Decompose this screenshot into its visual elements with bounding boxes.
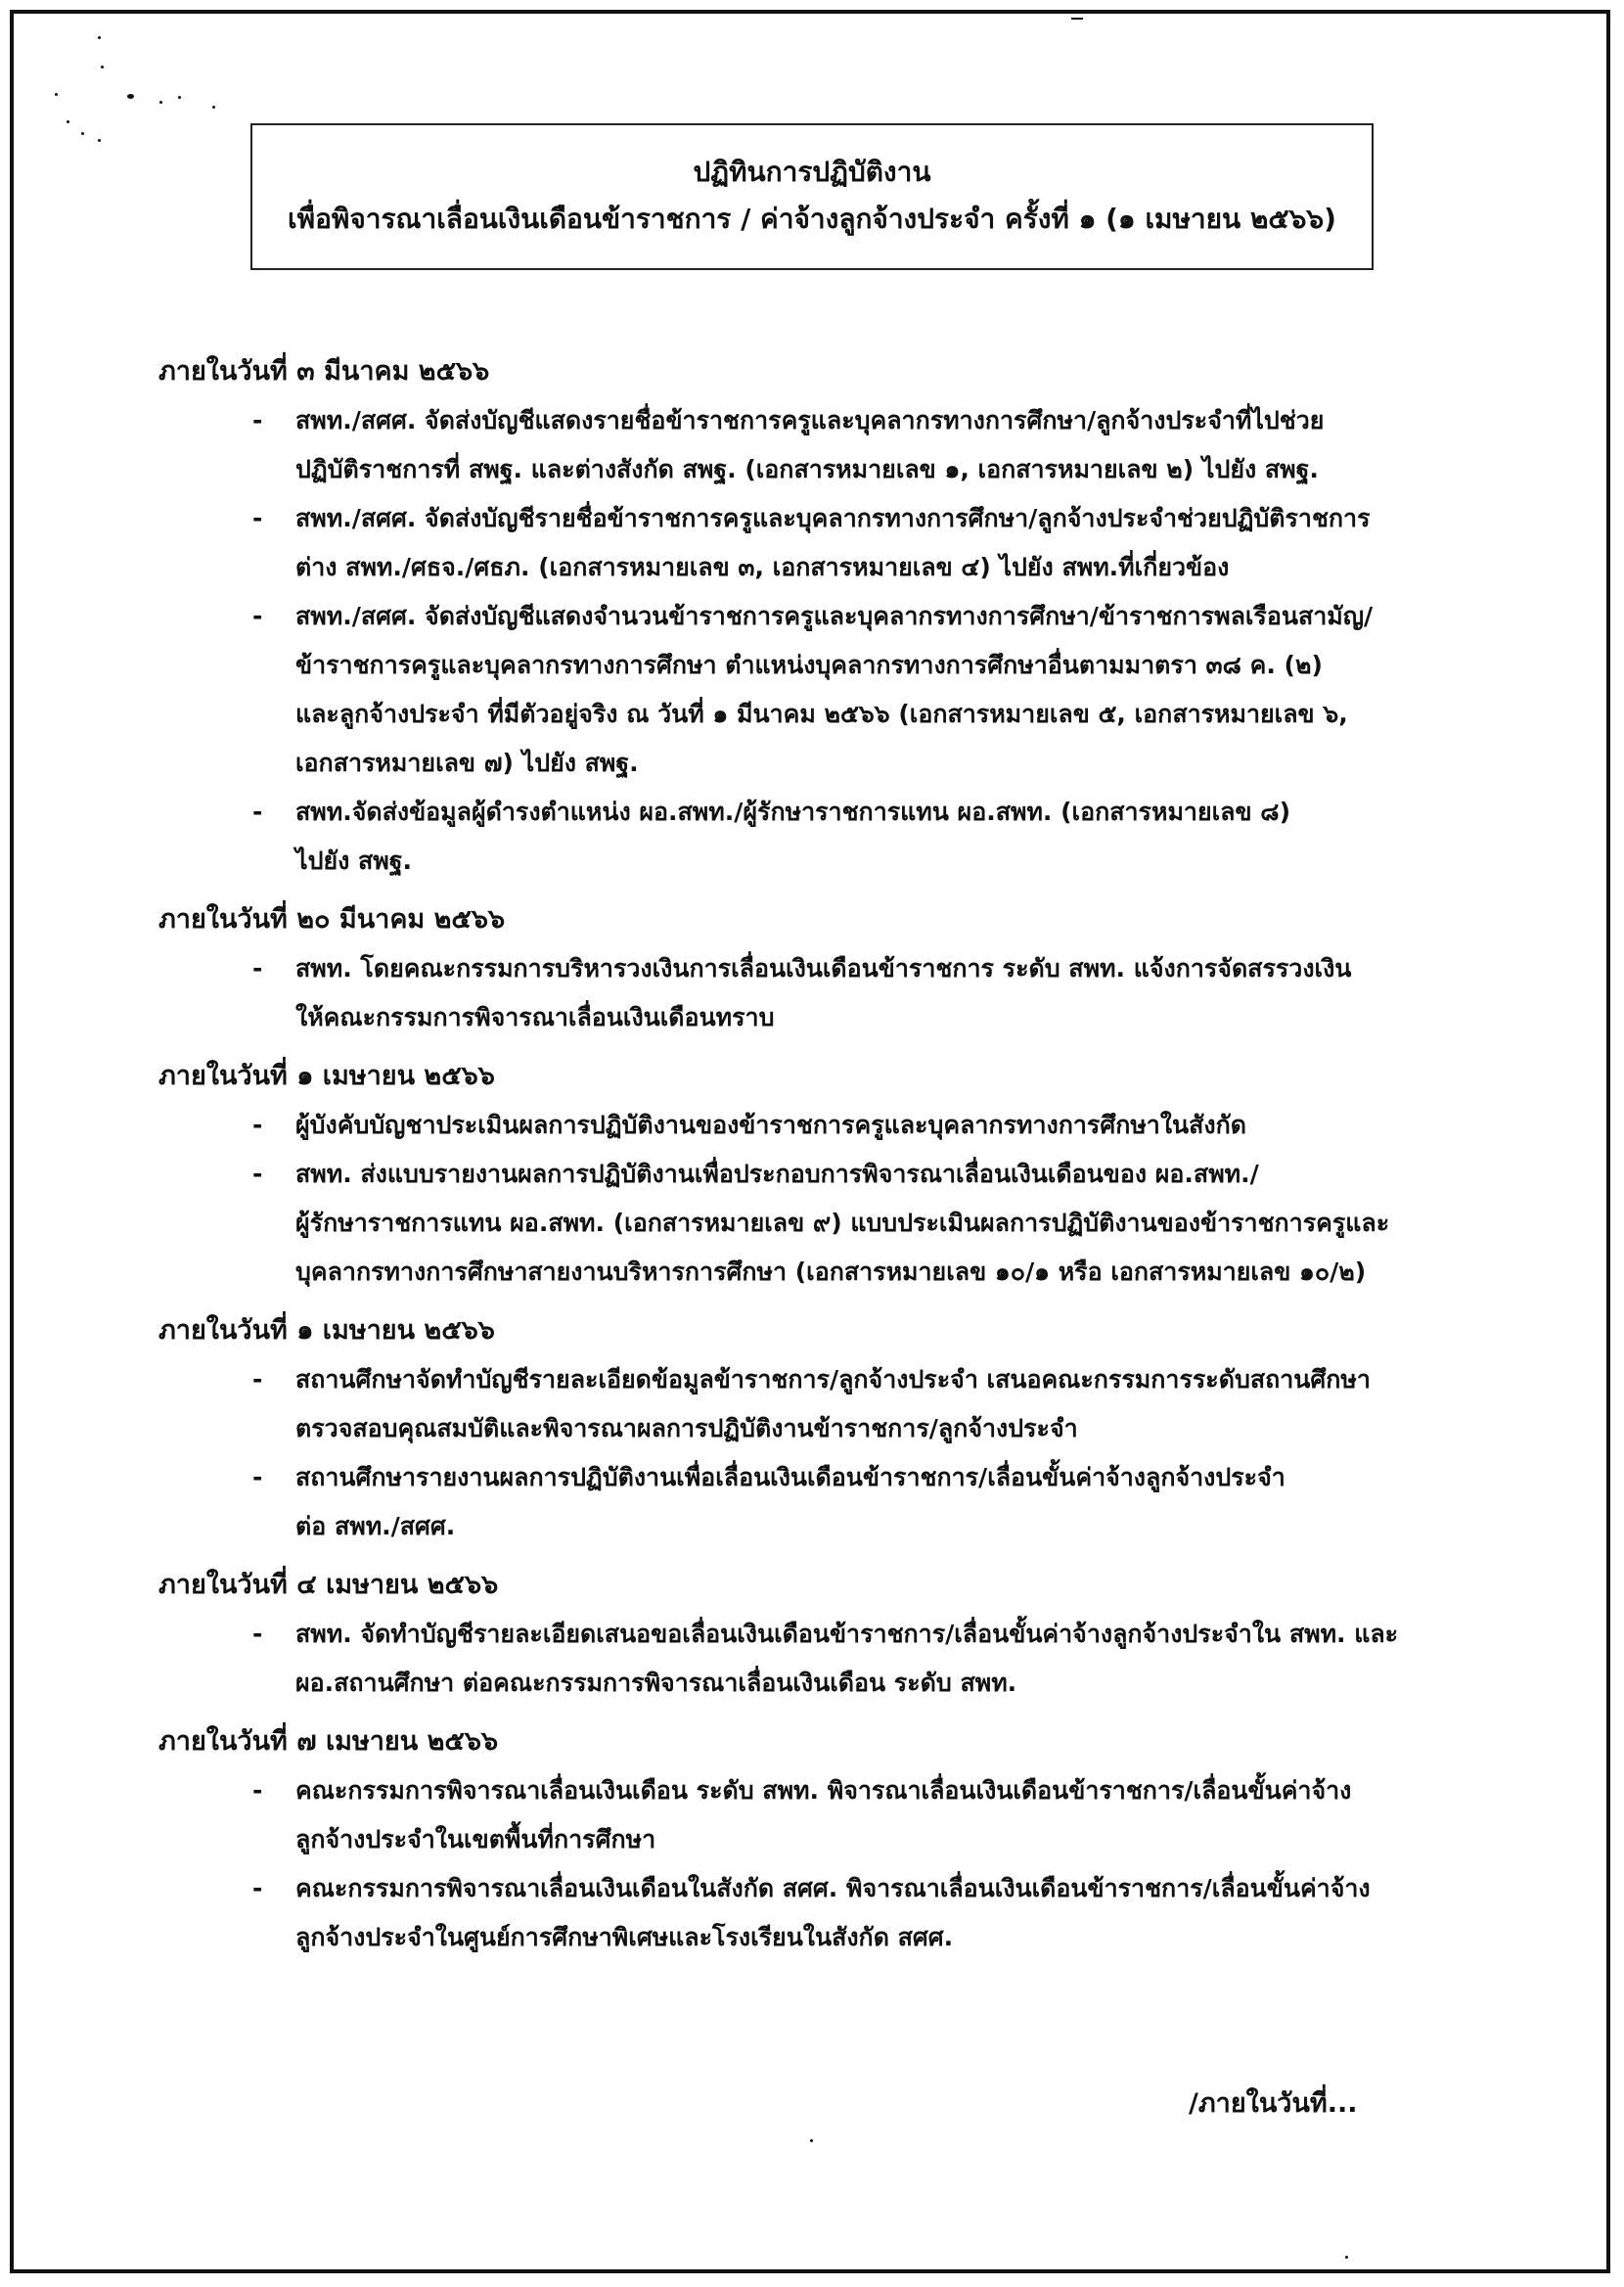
schedule-item-text-line: สพท. โดยคณะกรรมการบริหารวงเงินการเลื่อนเงินเดือนข้าราชการ ระดับ สพท. แจ้งการจัดสรรวงเงิน bbox=[295, 954, 1352, 983]
schedule-item-text-line: บุคลากรทางการศึกษาสายงานบริหารการศึกษา (เอกสารหมายเลข ๑๐/๑ หรือ เอกสารหมายเลข ๑๐/๒) bbox=[295, 1258, 1367, 1286]
scan-speck bbox=[67, 120, 69, 123]
schedule-item-text-line: สพท./สศศ. จัดส่งบัญชีแสดงรายชื่อข้าราชการครูและบุคลากรทางการศึกษา/ลูกจ้างประจำที่ไปช่วย bbox=[295, 406, 1325, 435]
schedule-item bbox=[158, 1355, 1499, 1453]
schedule-section bbox=[158, 1306, 1479, 1551]
section-date-heading: ภายในวันที่ ๒๐ มีนาคม ๒๕๖๖ bbox=[158, 904, 506, 935]
scan-speck bbox=[101, 66, 104, 69]
schedule-item-text-line: สถานศึกษารายงานผลการปฏิบัติงานเพื่อเลื่อนเงินเดือนข้าราชการ/เลื่อนขั้นค่าจ้างลูกจ้างประจำ bbox=[295, 1463, 1286, 1491]
bullet-dash: - bbox=[252, 954, 263, 983]
document-title: ปฏิทินการปฏิบัติงาน bbox=[693, 156, 931, 188]
schedule-section bbox=[158, 1052, 1479, 1297]
schedule-item-text-line: ตรวจสอบคุณสมบัติและพิจารณาผลการปฏิบัติงานข้าราชการ/ลูกจ้างประจำ bbox=[295, 1414, 1078, 1442]
schedule-item-text-line: สถานศึกษาจัดทำบัญชีรายละเอียดข้อมูลข้าราชการ/ลูกจ้างประจำ เสนอคณะกรรมการระดับสถานศึกษา bbox=[295, 1365, 1371, 1394]
scan-speck bbox=[178, 96, 181, 99]
schedule-section bbox=[158, 1561, 1479, 1708]
section-date-heading: ภายในวันที่ ๑ เมษายน ๒๕๖๖ bbox=[158, 1315, 495, 1346]
schedule-item-text-line: ต่อ สพท./สศศ. bbox=[295, 1512, 456, 1540]
bullet-dash: - bbox=[252, 1111, 263, 1139]
document-title-box bbox=[250, 123, 1374, 270]
schedule-item-text-line: ผู้รักษาราชการแทน ผอ.สพท. (เอกสารหมายเลข ๙) แบบประเมินผลการปฏิบัติงานของข้าราชการครูและ bbox=[295, 1209, 1390, 1237]
schedule-item bbox=[158, 1101, 1499, 1150]
schedule-item-text-line: ข้าราชการครูและบุคลากรทางการศึกษา ตำแหน่งบุคลากรทางการศึกษาอื่นตามมาตรา ๓๘ ค. (๒) bbox=[295, 651, 1323, 679]
schedule-item-text-line: ลูกจ้างประจำในเขตพื้นที่การศึกษา bbox=[295, 1825, 656, 1853]
bullet-dash: - bbox=[252, 504, 263, 532]
section-date-heading: ภายในวันที่ ๑ เมษายน ๒๕๖๖ bbox=[158, 1061, 495, 1091]
bullet-dash: - bbox=[252, 1620, 263, 1648]
bullet-dash: - bbox=[252, 1463, 263, 1491]
schedule-item-text-line: เอกสารหมายเลข ๗) ไปยัง สพฐ. bbox=[295, 749, 639, 777]
scan-speck bbox=[212, 106, 215, 109]
section-date-heading: ภายในวันที่ ๓ มีนาคม ๒๕๖๖ bbox=[158, 356, 490, 387]
bullet-dash: - bbox=[252, 406, 263, 435]
schedule-item-text-line: สพท. จัดทำบัญชีรายละเอียดเสนอขอเลื่อนเงินเดือนข้าราชการ/เลื่อนขั้นค่าจ้างลูกจ้างประจำใน สพท. และ bbox=[295, 1620, 1399, 1648]
scan-speck bbox=[810, 2139, 813, 2142]
scan-speck bbox=[1071, 18, 1083, 20]
schedule-section bbox=[158, 895, 1479, 1042]
bullet-dash: - bbox=[252, 1365, 263, 1394]
schedule-item-text-line: ให้คณะกรรมการพิจารณาเลื่อนเงินเดือนทราบ bbox=[295, 1003, 775, 1031]
schedule-item-text-line: ไปยัง สพฐ. bbox=[295, 846, 413, 875]
schedule-item bbox=[158, 494, 1499, 592]
section-date-heading: ภายในวันที่ ๗ เมษายน ๒๕๖๖ bbox=[158, 1726, 499, 1757]
schedule-content bbox=[158, 347, 1479, 1962]
scan-speck bbox=[127, 94, 134, 99]
bullet-dash: - bbox=[252, 602, 263, 630]
schedule-item bbox=[158, 1453, 1499, 1551]
schedule-item bbox=[158, 396, 1499, 494]
schedule-item bbox=[158, 592, 1499, 788]
schedule-section bbox=[158, 1717, 1479, 1962]
schedule-item-text-line: คณะกรรมการพิจารณาเลื่อนเงินเดือน ระดับ สพท. พิจารณาเลื่อนเงินเดือนข้าราชการ/เลื่อนขั้นค่าจ้าง bbox=[295, 1776, 1352, 1805]
schedule-item-text-line: สพท. ส่งแบบรายงานผลการปฏิบัติงานเพื่อประกอบการพิจารณาเลื่อนเงินเดือนของ ผอ.สพท./ bbox=[295, 1160, 1259, 1188]
scan-speck bbox=[98, 36, 101, 39]
bullet-dash: - bbox=[252, 1776, 263, 1805]
scan-speck bbox=[159, 101, 162, 104]
schedule-item bbox=[158, 1610, 1499, 1708]
schedule-item-text-line: สพท.จัดส่งข้อมูลผู้ดำรงตำแหน่ง ผอ.สพท./ผู้รักษาราชการแทน ผอ.สพท. (เอกสารหมายเลข ๘) bbox=[295, 798, 1290, 826]
scan-speck bbox=[81, 132, 84, 135]
schedule-item-text-line: ต่าง สพท./ศธจ./ศธภ. (เอกสารหมายเลข ๓, เอกสารหมายเลข ๔) ไปยัง สพท.ที่เกี่ยวข้อง bbox=[295, 553, 1230, 581]
schedule-item-text-line: ปฏิบัติราชการที่ สพฐ. และต่างสังกัด สพฐ. (เอกสารหมายเลข ๑, เอกสารหมายเลข ๒) ไปยัง สพฐ. bbox=[295, 455, 1319, 483]
schedule-item-text-line: คณะกรรมการพิจารณาเลื่อนเงินเดือนในสังกัด สศศ. พิจารณาเลื่อนเงินเดือนข้าราชการ/เลื่อนขั้นค่าจ้าง bbox=[295, 1874, 1371, 1902]
schedule-item bbox=[158, 1864, 1499, 1962]
scan-speck bbox=[55, 93, 58, 96]
bullet-dash: - bbox=[252, 798, 263, 826]
schedule-section bbox=[158, 347, 1479, 886]
schedule-item-text-line: สพท./สศศ. จัดส่งบัญชีแสดงจำนวนข้าราชการครูและบุคลากรทางการศึกษา/ข้าราชการพลเรือนสามัญ/ bbox=[295, 602, 1374, 630]
schedule-item bbox=[158, 1150, 1499, 1297]
schedule-item-text-line: และลูกจ้างประจำ ที่มีตัวอยู่จริง ณ วันที่ ๑ มีนาคม ๒๕๖๖ (เอกสารหมายเลข ๕, เอกสารหมายเลข ๖, bbox=[295, 700, 1348, 728]
schedule-item-text-line: สพท./สศศ. จัดส่งบัญชีรายชื่อข้าราชการครูและบุคลากรทางการศึกษา/ลูกจ้างประจำช่วยปฏิบัติราชการ bbox=[295, 504, 1371, 532]
bullet-dash: - bbox=[252, 1874, 263, 1902]
document-subtitle: เพื่อพิจารณาเลื่อนเงินเดือนข้าราชการ / ค่าจ้างลูกจ้างประจำ ครั้งที่ ๑ (๑ เมษายน ๒๕๖๖) bbox=[288, 203, 1336, 235]
schedule-item-text-line: ผู้บังคับบัญชาประเมินผลการปฏิบัติงานของข้าราชการครูและบุคลากรทางการศึกษาในสังกัด bbox=[295, 1111, 1246, 1139]
section-date-heading: ภายในวันที่ ๔ เมษายน ๒๕๖๖ bbox=[158, 1570, 499, 1600]
scan-speck bbox=[98, 139, 101, 142]
schedule-item-text-line: ลูกจ้างประจำในศูนย์การศึกษาพิเศษและโรงเรียนในสังกัด สศศ. bbox=[295, 1923, 954, 1951]
schedule-item-text-line: ผอ.สถานศึกษา ต่อคณะกรรมการพิจารณาเลื่อนเงินเดือน ระดับ สพท. bbox=[295, 1669, 1017, 1697]
schedule-item bbox=[158, 1766, 1499, 1864]
schedule-item bbox=[158, 788, 1499, 886]
continuation-note: /ภายในวันที่... bbox=[1189, 2088, 1358, 2119]
bullet-dash: - bbox=[252, 1160, 263, 1188]
schedule-item bbox=[158, 944, 1499, 1042]
scan-speck bbox=[1345, 2256, 1348, 2259]
